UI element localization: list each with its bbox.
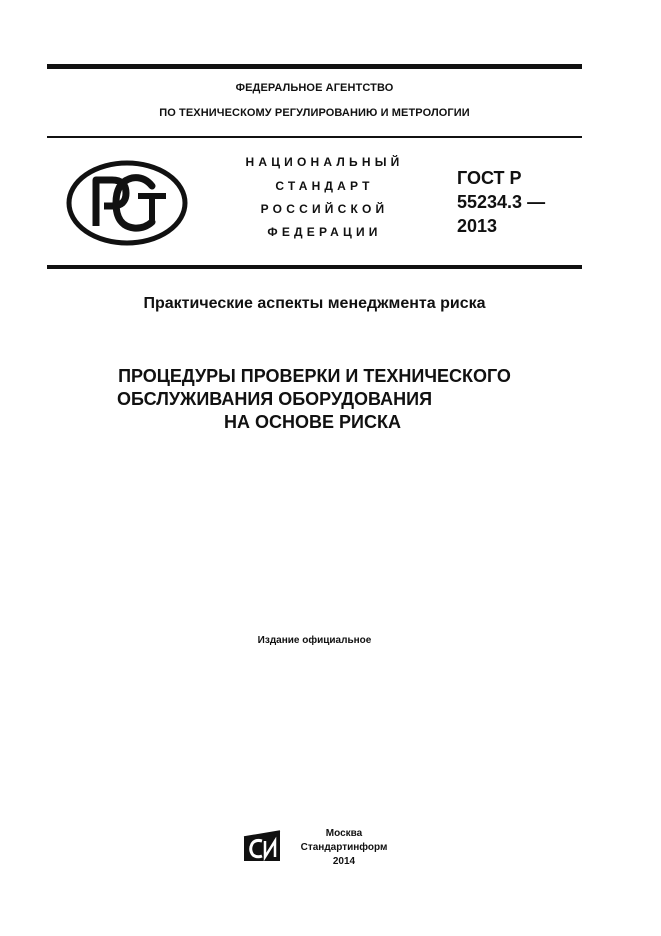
russian-label: РОССИЙСКОЙ xyxy=(260,202,389,216)
national-label: НАЦИОНАЛЬНЫЙ xyxy=(245,155,404,169)
document-subtitle: Практические аспекты менеджмента риска xyxy=(143,295,486,312)
title-line-2: ОБСЛУЖИВАНИЯ ОБОРУДОВАНИЯ xyxy=(116,389,433,409)
rst-conformity-mark-icon xyxy=(66,160,188,246)
publisher-name: Стандартинформ xyxy=(300,842,388,853)
publisher-city: Москва xyxy=(325,828,363,839)
title-line-3: НА ОСНОВЕ РИСКА xyxy=(224,412,401,432)
gost-code xyxy=(457,166,545,238)
publisher-year: 2014 xyxy=(332,856,356,867)
federation-label: ФЕДЕРАЦИИ xyxy=(267,225,382,239)
agency-line-2: ПО ТЕХНИЧЕСКОМУ РЕГУЛИРОВАНИЮ И МЕТРОЛОГИИ xyxy=(159,107,470,119)
gost-code-line-3: 2013 xyxy=(457,216,498,236)
agency-line-1: ФЕДЕРАЛЬНОЕ АГЕНТСТВО xyxy=(235,82,394,94)
bottom-rule xyxy=(47,265,582,269)
middle-rule xyxy=(47,136,582,138)
gost-code-line-2: 55234.3 — xyxy=(457,192,546,212)
gost-code-line-1: ГОСТ Р xyxy=(457,168,522,188)
top-rule xyxy=(47,64,582,69)
document-title xyxy=(47,365,582,434)
standard-label: СТАНДАРТ xyxy=(275,179,374,193)
title-line-1: ПРОЦЕДУРЫ ПРОВЕРКИ И ТЕХНИЧЕСКОГО xyxy=(118,366,511,386)
edition-label: Издание официальное xyxy=(257,635,372,646)
standartinform-logo-icon xyxy=(240,829,284,863)
